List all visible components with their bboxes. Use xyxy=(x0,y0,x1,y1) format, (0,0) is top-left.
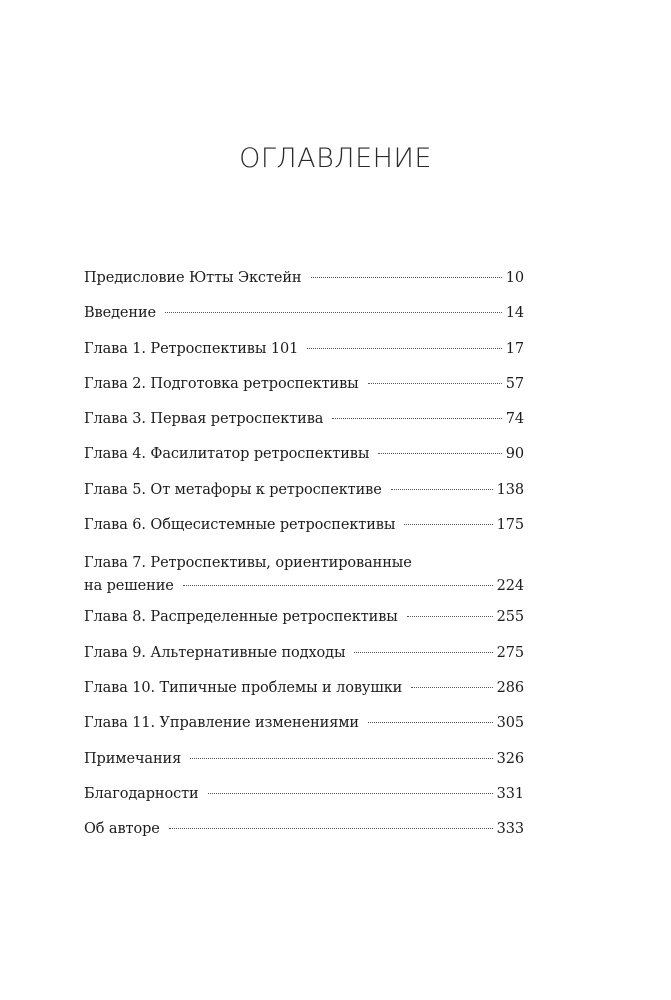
table-of-contents xyxy=(84,270,524,856)
toc-entry-label: Глава 7. Ретроспективы, ориентированные xyxy=(84,555,412,572)
toc-entry-page: 175 xyxy=(496,517,524,534)
toc-entry-chapter-10 xyxy=(84,680,524,715)
toc-entry-page: 90 xyxy=(505,446,524,463)
toc-entry-label: Глава 3. Первая ретроспектива xyxy=(84,411,324,428)
dot-leader xyxy=(411,687,492,688)
toc-entry-label: Глава 11. Управление изменениями xyxy=(84,715,359,732)
toc-entry-notes xyxy=(84,751,524,786)
toc-entry-page: 286 xyxy=(496,679,524,696)
toc-entry-label: Глава 1. Ретроспективы 101 xyxy=(84,340,299,357)
dot-leader xyxy=(378,453,501,454)
toc-entry-label-continued: на решение xyxy=(84,578,174,595)
toc-entry-label: Введение xyxy=(84,305,157,322)
dot-leader xyxy=(391,489,493,490)
toc-entry-page: 57 xyxy=(505,375,524,392)
toc-entry-chapter-7 xyxy=(84,552,524,594)
dot-leader xyxy=(165,312,502,313)
dot-leader xyxy=(368,722,493,723)
toc-entry-chapter-9 xyxy=(84,645,524,680)
toc-entry-page: 305 xyxy=(496,715,524,732)
toc-entry-page: 17 xyxy=(505,340,524,357)
toc-entry-chapter-4 xyxy=(84,446,524,481)
toc-entry-label: Глава 10. Типичные проблемы и ловушки xyxy=(84,679,403,696)
toc-entry-about-author xyxy=(84,821,524,856)
toc-entry-label: Благодарности xyxy=(84,785,199,802)
page-title: ОГЛАВЛЕНИЕ xyxy=(239,143,432,174)
toc-entry-label: Глава 5. От метафоры к ретроспективе xyxy=(84,481,382,498)
dot-leader xyxy=(307,348,502,349)
toc-entry-page: 331 xyxy=(496,785,524,802)
toc-entry-chapter-8 xyxy=(84,609,524,644)
toc-entry-chapter-2 xyxy=(84,376,524,411)
dot-leader xyxy=(354,652,492,653)
toc-entry-chapter-3 xyxy=(84,411,524,446)
toc-entry-label: Об авторе xyxy=(84,821,160,838)
toc-entry-chapter-11 xyxy=(84,715,524,750)
toc-entry-label: Предисловие Ютты Экстейн xyxy=(84,270,302,286)
toc-entry-page: 14 xyxy=(505,305,524,322)
toc-entry-label: Глава 2. Подготовка ретроспективы xyxy=(84,375,359,392)
dot-leader xyxy=(169,828,493,829)
toc-entry-chapter-6 xyxy=(84,517,524,552)
toc-entry-page: 138 xyxy=(496,481,524,498)
toc-entry-label: Примечания xyxy=(84,750,182,767)
toc-entry-preface xyxy=(84,270,524,305)
toc-entry-chapter-5 xyxy=(84,482,524,517)
toc-entry-acknowledgements xyxy=(84,786,524,821)
toc-entry-chapter-1 xyxy=(84,341,524,376)
toc-entry-label: Глава 6. Общесистемные ретроспективы xyxy=(84,517,396,534)
dot-leader xyxy=(407,616,493,617)
dot-leader xyxy=(190,758,492,759)
dot-leader xyxy=(332,418,501,419)
toc-entry-page: 74 xyxy=(505,411,524,428)
toc-entry-page: 333 xyxy=(496,821,524,838)
toc-entry-page: 275 xyxy=(496,644,524,661)
dot-leader xyxy=(208,793,493,794)
toc-entry-label: Глава 4. Фасилитатор ретроспективы xyxy=(84,446,370,463)
dot-leader xyxy=(368,383,502,384)
toc-entry-page: 326 xyxy=(496,750,524,767)
toc-entry-page: 255 xyxy=(496,609,524,626)
toc-entry-page: 224 xyxy=(496,578,524,595)
toc-entry-label: Глава 8. Распределенные ретроспективы xyxy=(84,609,398,626)
toc-entry-page: 10 xyxy=(505,270,524,286)
toc-entry-label: Глава 9. Альтернативные подходы xyxy=(84,644,346,661)
dot-leader xyxy=(404,524,492,525)
dot-leader xyxy=(183,585,493,586)
toc-entry-introduction xyxy=(84,305,524,340)
dot-leader xyxy=(311,277,502,278)
